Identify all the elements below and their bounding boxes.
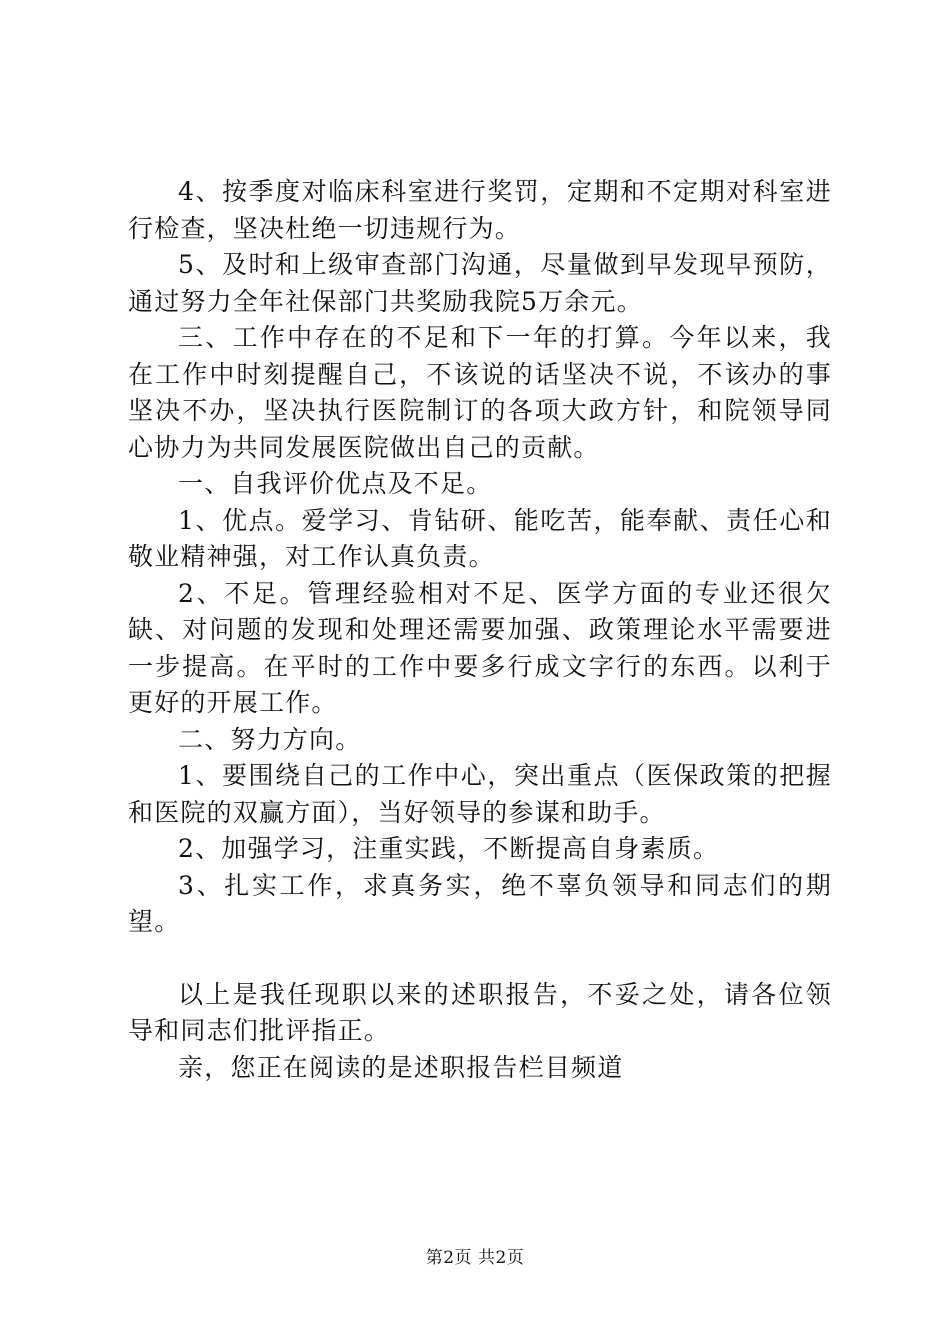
paragraph-direction-3: 3、扎实工作，求真务实，绝不辜负领导和同志们的期望。 xyxy=(128,870,832,936)
paragraph-weaknesses: 2、不足。管理经验相对不足、医学方面的专业还很欠缺、对问题的发现和处理还需要加强、政策理论水平需要进一步提高。在平时的工作中要多行成文字行的东西。以利于更好的开展工作。 xyxy=(128,578,832,717)
paragraph-shortcomings-plan: 三、工作中存在的不足和下一年的打算。今年以来，我在工作中时刻提醒自己，不该说的话坚决不说，不该办的事坚决不办，坚决执行医院制订的各项大政方针，和院领导同心协力为共同发展医院做出自己的贡献。 xyxy=(128,323,832,462)
document-body xyxy=(128,174,832,1086)
paragraph-reward-penalty: 4、按季度对临床科室进行奖罚，定期和不定期对科室进行检查，坚决杜绝一切违规行为。 xyxy=(128,177,832,243)
blank-line xyxy=(128,941,832,977)
paragraph-audit-communication: 5、及时和上级审查部门沟通，尽量做到早发现早预防，通过努力全年社保部门共奖励我院5万余元。 xyxy=(128,250,832,316)
paragraph-strengths: 1、优点。爱学习、肯钻研、能吃苦，能奉献、责任心和敬业精神强，对工作认真负责。 xyxy=(128,505,832,571)
paragraph-direction-2: 2、加强学习，注重实践，不断提高自身素质。 xyxy=(178,834,720,863)
paragraph-channel-note: 亲，您正在阅读的是述职报告栏目频道 xyxy=(178,1052,624,1082)
paragraph-self-evaluation-heading: 一、自我评价优点及不足。 xyxy=(178,469,493,498)
paragraph-direction-heading: 二、努力方向。 xyxy=(178,724,362,754)
paragraph-closing: 以上是我任现职以来的述职报告，不妥之处，请各位领导和同志们批评指正。 xyxy=(128,979,832,1045)
page-number-footer: 第2页 共2页 xyxy=(425,1248,525,1268)
paragraph-direction-1: 1、要围绕自己的工作中心，突出重点（医保政策的把握和医院的双赢方面），当好领导的参谋和助手。 xyxy=(128,761,832,827)
